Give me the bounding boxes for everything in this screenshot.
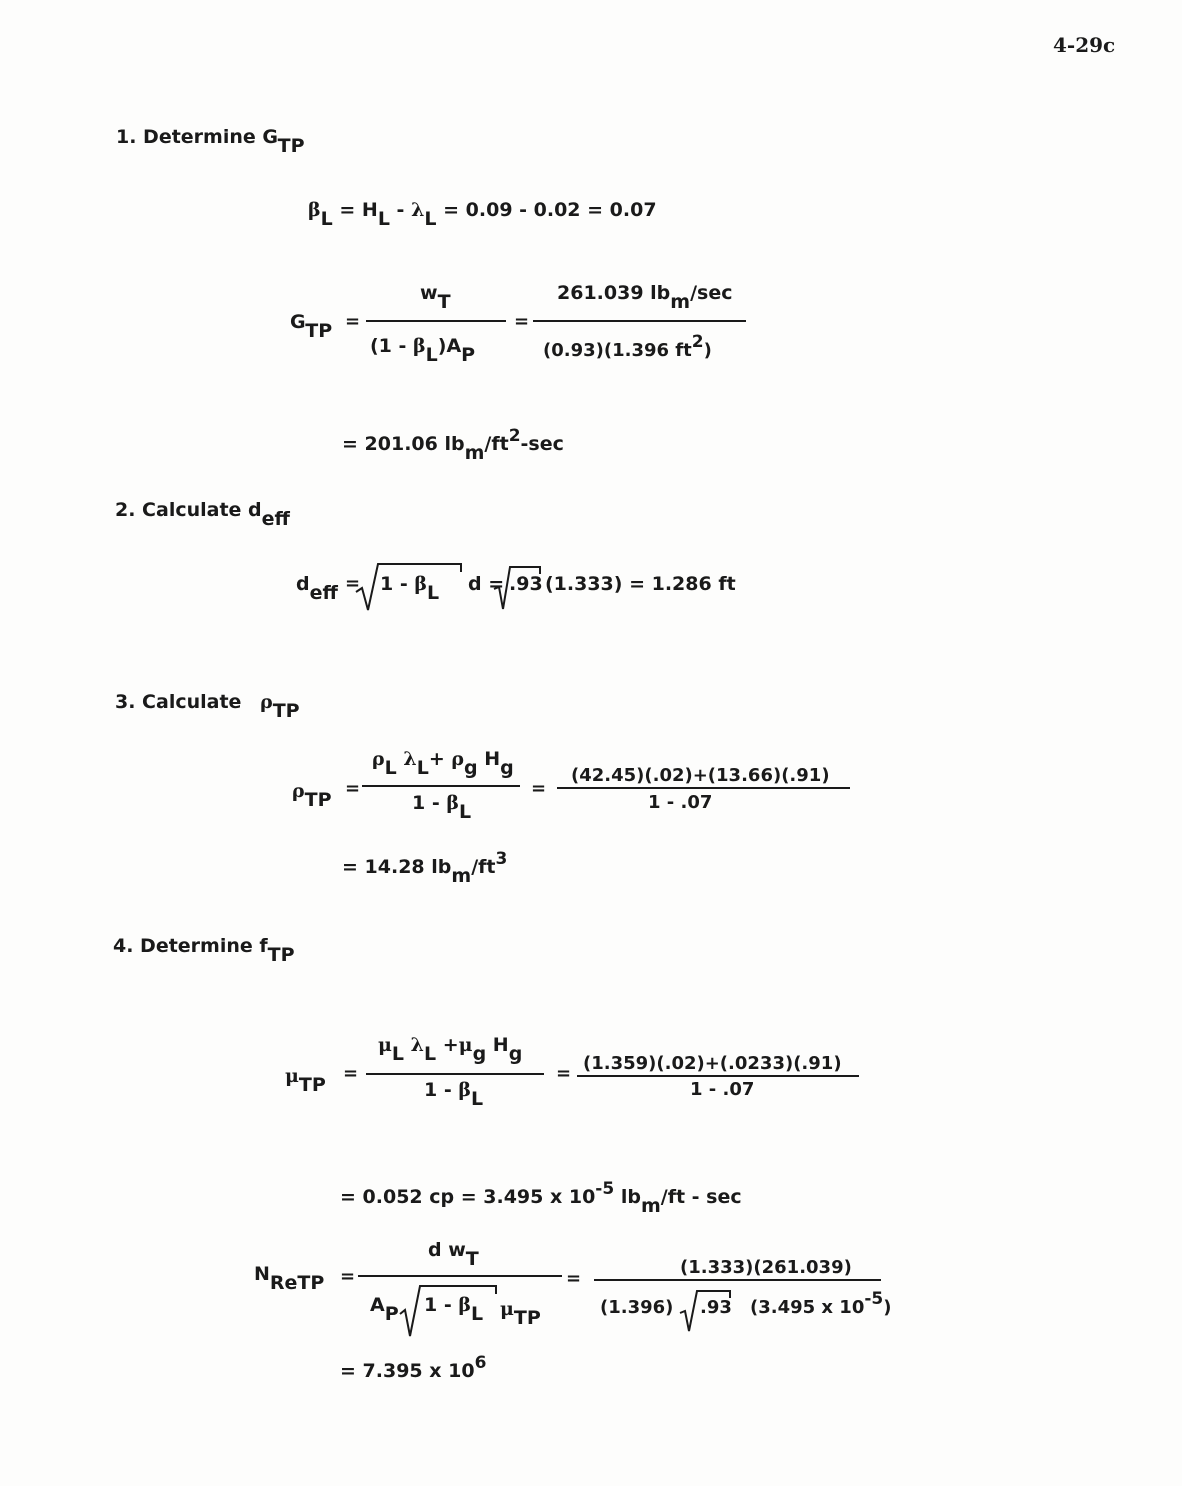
nre-den2-exp: -5: [864, 1289, 884, 1309]
rhotp-eq2: =: [531, 778, 547, 799]
gtp-symbol: G: [290, 311, 306, 333]
gtp-den1-a-sub: P: [461, 344, 476, 366]
mutp-result-a: = 0.052 cp = 3.495 x 10: [340, 1186, 596, 1208]
gtp-den1-open: (1 -: [370, 335, 414, 357]
beta-eq-sign: =: [339, 199, 356, 221]
beta-equation: [308, 199, 657, 230]
deff-root2: .93: [509, 573, 543, 595]
mutp-eq2: =: [556, 1063, 572, 1084]
gtp-den2-a: (0.93)(1.396 ft: [543, 340, 692, 361]
rhotp-den1-beta: β: [446, 792, 459, 814]
lambda-symbol: λ: [411, 199, 425, 221]
mutp-result: [340, 1179, 742, 1217]
nre-den2-c: ): [883, 1297, 892, 1318]
mutp-fraction-bar-2: [577, 1075, 859, 1077]
nre-den2-root: .93: [700, 1297, 732, 1318]
deff-sub: eff: [309, 582, 338, 604]
mu-g-symbol: μ: [458, 1034, 473, 1056]
gtp-num2-b: /sec: [690, 282, 733, 304]
lambda-l2-symbol: λ: [410, 1034, 424, 1056]
deff-root1: [380, 573, 440, 604]
lambda-l2-sub: L: [423, 1043, 437, 1065]
rhotp-result: [342, 849, 508, 887]
gtp-den1-beta-sub: L: [425, 344, 438, 366]
rhotp-num2: (42.45)(.02)+(13.66)(.91): [571, 765, 830, 786]
nre-num1-w: w: [448, 1239, 466, 1261]
gtp-sub: TP: [305, 320, 333, 342]
step3-heading-sub: TP: [272, 700, 300, 722]
gtp-num2-a: 261.039 lb: [557, 282, 671, 304]
step4-heading: [113, 935, 295, 966]
gtp-den1-close: ): [437, 335, 447, 357]
h-g-symbol: H: [484, 748, 501, 770]
rho-g-sub: g: [464, 757, 478, 779]
rho-l-sub: L: [384, 757, 397, 779]
gtp-eq1: =: [345, 311, 361, 332]
nre-den1-root-beta: β: [458, 1294, 471, 1316]
deff-mid: d =: [468, 573, 505, 595]
gtp-result-sq: 2: [508, 426, 521, 446]
gtp-result: [342, 426, 564, 464]
rhotp-fraction-bar-2: [557, 787, 850, 789]
beta-sub: L: [320, 208, 333, 230]
nre-den2-b: [750, 1289, 892, 1318]
mutp-result-m: m: [640, 1195, 661, 1217]
nre-den1-root-sub: L: [470, 1303, 484, 1325]
mutp-den1-text: 1 -: [424, 1079, 459, 1101]
rhotp-fraction-bar-1: [362, 785, 520, 787]
mutp-result-exp: -5: [595, 1179, 615, 1199]
nre-fraction-bar-1: [358, 1275, 562, 1277]
gtp-den2-sq: 2: [691, 332, 704, 352]
nre-num1-d: d: [428, 1239, 442, 1261]
deff-result: (1.333) = 1.286 ft: [545, 573, 736, 595]
step3-heading-text: 3. Calculate: [115, 691, 242, 713]
gtp-den2-b: ): [703, 340, 712, 361]
nre-num1-w-sub: T: [465, 1248, 479, 1270]
rhotp-den1: [412, 792, 472, 823]
gtp-result-a: = 201.06 lb: [342, 433, 465, 455]
mutp-symbol: μ: [285, 1065, 299, 1087]
nre-eq1: =: [340, 1266, 356, 1287]
nre-den2-a: (1.396): [600, 1297, 674, 1318]
deff-root1-beta: β: [414, 573, 427, 595]
rhotp-sub: TP: [304, 789, 332, 811]
nre-den1-mu-symbol: μ: [500, 1298, 514, 1320]
nre-num2: (1.333)(261.039): [680, 1257, 852, 1278]
minus-sign: -: [396, 199, 405, 221]
mu-l-symbol: μ: [378, 1034, 392, 1056]
gtp-num2: [557, 282, 733, 313]
deff-eq: =: [345, 573, 361, 594]
rhotp-result-a: = 14.28 lb: [342, 856, 452, 878]
nre-sub: ReTP: [269, 1272, 325, 1294]
nre-lhs: [254, 1263, 325, 1294]
nre-result: [340, 1353, 487, 1382]
gtp-result-m: m: [464, 442, 485, 464]
mutp-den2: 1 - .07: [690, 1079, 755, 1100]
step4-heading-sub: TP: [267, 944, 295, 966]
gtp-num2-m: m: [670, 291, 691, 313]
h-g2-sub: g: [508, 1043, 523, 1065]
nre-fraction-bar-2: [594, 1279, 881, 1281]
gtp-eq2: =: [514, 311, 530, 332]
step3-heading-rho: ρ: [260, 691, 273, 713]
rhotp-symbol: ρ: [292, 780, 305, 802]
mutp-sub: TP: [298, 1074, 326, 1096]
step1-heading: [116, 126, 305, 157]
nre-den1-root-text: 1 -: [424, 1294, 459, 1316]
lambda-l-symbol: λ: [403, 748, 417, 770]
rhotp-den1-text: 1 -: [412, 792, 447, 814]
rhotp-num1: [372, 748, 514, 779]
rhotp-result-cube: 3: [495, 849, 508, 869]
mutp-lhs: [285, 1065, 326, 1096]
rhotp-lhs: [292, 780, 332, 811]
h-g2-symbol: H: [492, 1034, 509, 1056]
step2-heading: [115, 499, 290, 530]
nre-eq2: =: [566, 1268, 582, 1289]
h-symbol: H: [361, 199, 378, 221]
gtp-den1: [370, 335, 476, 366]
mu-g-sub: g: [472, 1043, 487, 1065]
mutp-den1-beta: β: [458, 1079, 471, 1101]
rho-g-symbol: ρ: [451, 748, 464, 770]
nre-num1: [428, 1239, 479, 1270]
w-sub: T: [437, 291, 451, 313]
nre-den1-a-symbol: A: [370, 1294, 385, 1316]
deff-root1-text: 1 -: [380, 573, 415, 595]
gtp-fraction-bar-2: [533, 320, 746, 322]
gtp-fraction-bar-1: [366, 320, 506, 322]
nre-den1-mu-sub: TP: [513, 1307, 541, 1329]
rhotp-result-b: /ft: [471, 856, 496, 878]
nre-den1-root: [424, 1294, 484, 1325]
page-number: 4-29c: [1053, 33, 1116, 57]
step3-heading: [115, 691, 300, 722]
mutp-num1: [378, 1034, 523, 1065]
deff-root1-sub: L: [426, 582, 440, 604]
step1-heading-sub: TP: [277, 135, 305, 157]
mutp-result-b: lb: [620, 1186, 641, 1208]
step4-heading-text: 4. Determine f: [113, 935, 268, 957]
lambda-l-sub: L: [416, 757, 429, 779]
rhotp-den1-sub: L: [458, 801, 472, 823]
mutp-fraction-bar-1: [366, 1073, 544, 1075]
w-symbol: w: [420, 282, 438, 304]
h-sub: L: [377, 208, 390, 230]
rhotp-result-m: m: [451, 865, 472, 887]
lambda-sub: L: [424, 208, 437, 230]
rho-l-symbol: ρ: [372, 748, 385, 770]
gtp-result-c: -sec: [520, 433, 564, 455]
mutp-den1: [424, 1079, 484, 1110]
nre-den1-mu: [500, 1298, 541, 1329]
step2-heading-sub: eff: [261, 508, 290, 530]
deff-symbol: d: [296, 573, 310, 595]
nre-result-text: = 7.395 x 10: [340, 1360, 475, 1382]
nre-den2-b-text: (3.495 x 10: [750, 1297, 865, 1318]
mutp-num2: (1.359)(.02)+(.0233)(.91): [583, 1053, 842, 1074]
nre-den1-a: [370, 1294, 399, 1325]
rhotp-eq1: =: [345, 778, 361, 799]
plus-sign-2: +: [442, 1034, 459, 1056]
mutp-result-c: /ft - sec: [660, 1186, 742, 1208]
gtp-result-b: /ft: [484, 433, 509, 455]
step2-heading-text: 2. Calculate d: [115, 499, 262, 521]
h-g-sub: g: [500, 757, 514, 779]
mu-l-sub: L: [391, 1043, 405, 1065]
nre-symbol: N: [254, 1263, 270, 1285]
gtp-den1-beta: β: [413, 335, 426, 357]
beta-symbol: β: [308, 199, 321, 221]
beta-rhs: = 0.09 - 0.02 = 0.07: [443, 199, 657, 221]
nre-result-exp: 6: [474, 1353, 487, 1373]
mutp-den1-sub: L: [470, 1088, 484, 1110]
gtp-den2: [543, 332, 712, 361]
step1-heading-text: 1. Determine G: [116, 126, 278, 148]
gtp-lhs: [290, 311, 333, 342]
plus-sign: +: [428, 748, 445, 770]
rhotp-den2: 1 - .07: [648, 792, 713, 813]
gtp-den1-a: A: [446, 335, 462, 357]
mutp-eq1: =: [343, 1063, 359, 1084]
nre-den1-a-sub: P: [384, 1303, 399, 1325]
deff-lhs: [296, 573, 338, 604]
gtp-num1: [420, 282, 451, 313]
